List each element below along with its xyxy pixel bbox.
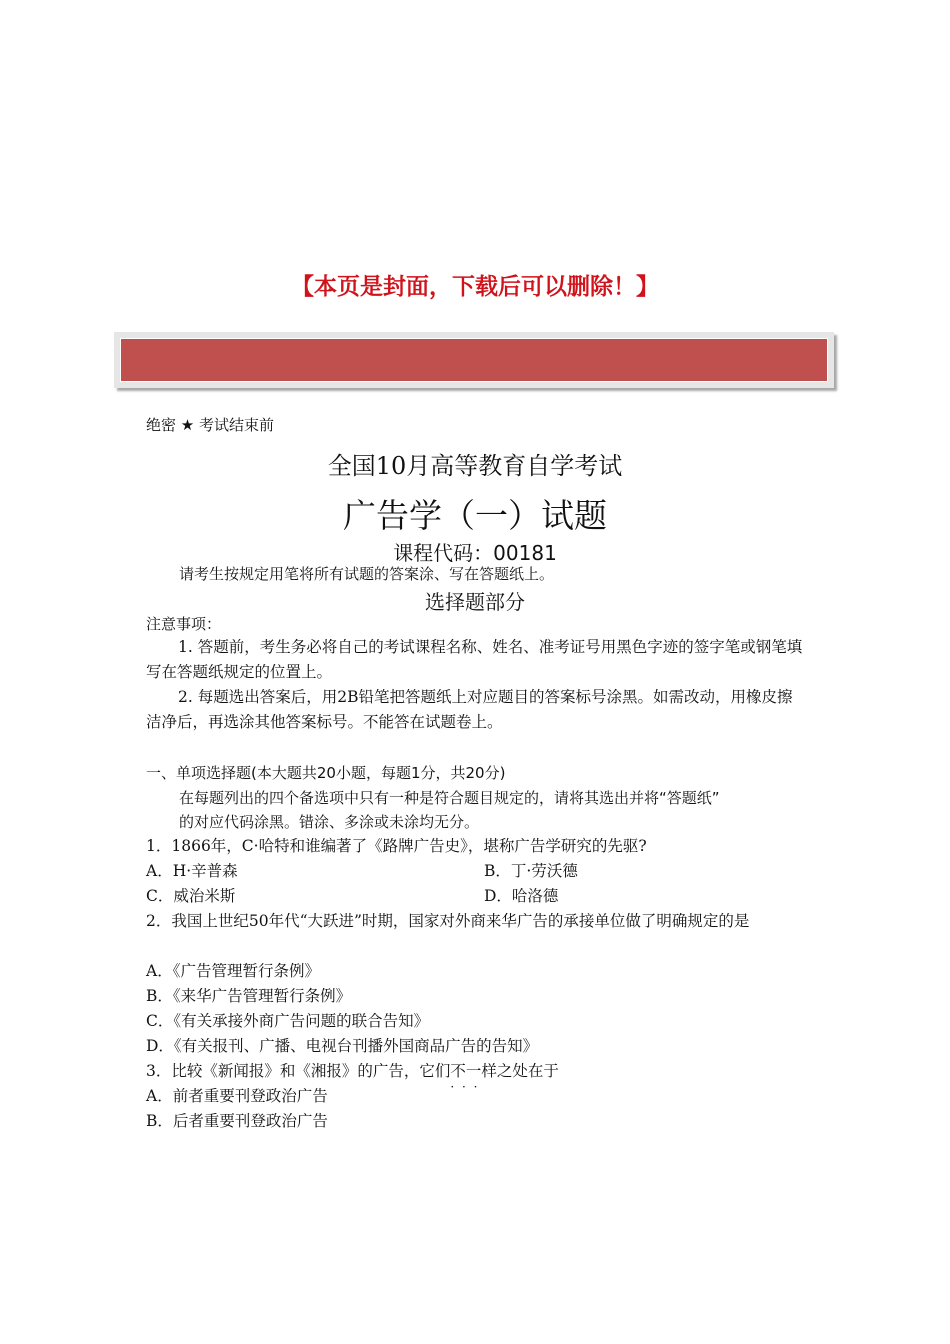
cover-note: 【本页是封面，下载后可以删除！】 xyxy=(291,274,659,300)
notice-item: 2. 每题选出答案后，用2B铅笔把答题纸上对应题目的答案标号涂黑。如需改动，用橡皮擦洁净后，再选涂其他答案标号。不能答在试题卷上。 xyxy=(146,688,793,731)
part-description: 的对应代码涂黑。错涂、多涂或未涂均无分。 xyxy=(179,813,480,831)
option: C．威治米斯 xyxy=(146,887,236,905)
emphasized-text: 不一样 · · · xyxy=(450,1062,497,1080)
option: B．《来华广告管理暂行条例》 xyxy=(146,987,352,1005)
option: A．《广告管理暂行条例》 xyxy=(146,962,320,980)
question-stem xyxy=(146,1059,559,1084)
question-stem: 1．1866年，C·哈特和谁编著了《路牌广告史》，堪称广告学研究的先驱? xyxy=(146,837,647,855)
option: D．《有关报刊、广播、电视台刊播外国商品广告的告知》 xyxy=(146,1037,539,1055)
option: A．前者重要刊登政治广告 xyxy=(146,1087,328,1105)
option: B．后者重要刊登政治广告 xyxy=(146,1112,328,1130)
subject-title: 广告学（一）试题 xyxy=(343,496,607,535)
confidential-label: 绝密 ★ 考试结束前 xyxy=(146,416,274,434)
stem-text: 3．比较《新闻报》和《湘报》的广告，它们 xyxy=(146,1062,451,1080)
section-title: 选择题部分 xyxy=(425,590,525,614)
notice-item: 1. 答题前，考生务必将自己的考试课程名称、姓名、准考证号用黑色字迹的签字笔或钢笔填写在答题纸规定的位置上。 xyxy=(146,638,803,681)
notice-heading: 注意事项： xyxy=(146,615,222,633)
option: C．《有关承接外商广告问题的联合告知》 xyxy=(146,1012,430,1030)
part-heading: 一、单项选择题(本大题共20小题，每题1分，共20分) xyxy=(146,764,506,782)
option: A．H·辛普森 xyxy=(146,862,238,880)
option: D．哈洛德 xyxy=(484,887,559,905)
stem-text: 之处在于 xyxy=(496,1062,559,1080)
answer-instruction: 请考生按规定用笔将所有试题的答案涂、写在答题纸上。 xyxy=(179,565,555,583)
exam-title: 全国10月高等教育自学考试 xyxy=(327,452,623,480)
red-banner xyxy=(120,338,828,382)
question-stem: 2．我国上世纪50年代“大跃进”时期，国家对外商来华广告的承接单位做了明确规定的是 xyxy=(146,912,750,930)
part-description: 在每题列出的四个备选项中只有一种是符合题目规定的，请将其选出并将“答题纸” xyxy=(179,789,720,807)
course-code: 课程代码：00181 xyxy=(393,541,557,565)
option: B．丁·劳沃德 xyxy=(484,862,578,880)
